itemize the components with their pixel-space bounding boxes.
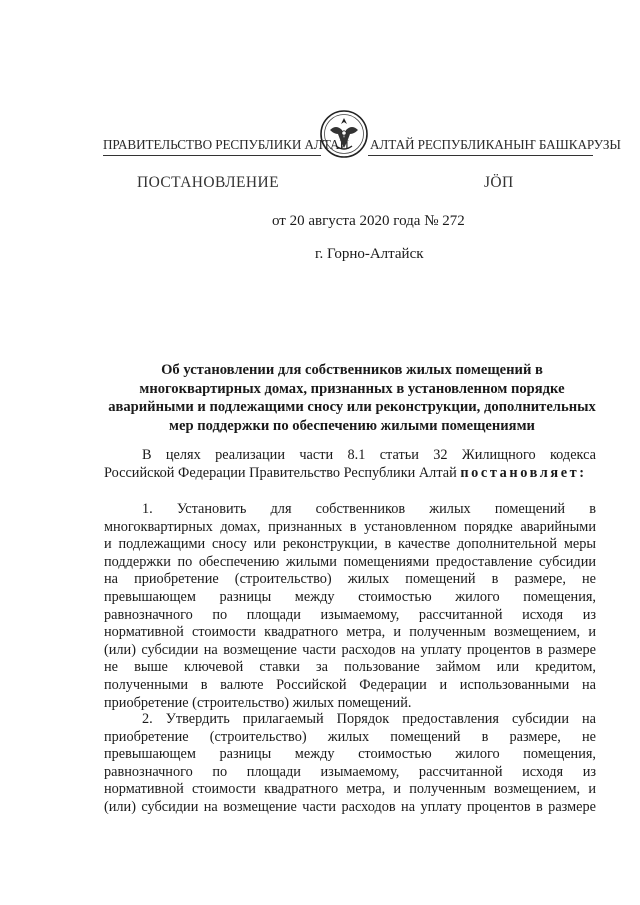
- preamble-line-text: В целях реализации части 8.1 статьи 32 Жилищного кодекса: [142, 447, 596, 463]
- paragraph-line: (или) субсидии на возмещение части расходов на уплату процентов в размере: [104, 798, 596, 815]
- header-rule-right: [368, 155, 593, 156]
- document-city: г. Горно-Алтайск: [315, 246, 424, 262]
- paragraph-line: не выше ключевой ставки за пользование займом или кредитом,: [104, 659, 596, 676]
- paragraph-line: приобретение (строительство) жилых помещений.: [104, 694, 412, 711]
- paragraph-line: нормативной стоимости квадратного метра, и полученным возмещением, и: [104, 624, 596, 641]
- paragraph-line: равнозначного по площади изымаемому, рассчитанной исходя из: [104, 606, 596, 623]
- paragraph-line: и подлежащими сносу или реконструкции, в качестве дополнительной меры: [104, 536, 596, 553]
- paragraph-line: приобретение (строительство) жилых помещений в размере, не: [104, 728, 596, 745]
- title-line: аварийными и подлежащими сносу или реконструкции, дополнительных: [108, 399, 596, 415]
- paragraph-line: многоквартирных домах, признанных в установленном порядке аварийными: [104, 518, 596, 535]
- paragraph-line: полученными в валюте Российской Федерации и использованными на: [104, 676, 596, 693]
- government-name-russian: ПРАВИТЕЛЬСТВО РЕСПУБЛИКИ АЛТАЙ: [103, 137, 349, 152]
- paragraph-line: превышающем разницы между стоимостью жилого помещения,: [104, 746, 596, 763]
- paragraph-line: нормативной стоимости квадратного метра, и полученным возмещением, и: [104, 781, 596, 798]
- paragraph-line: превышающем разницы между стоимостью жилого помещения,: [104, 588, 596, 605]
- document-type-altai: ЈÖП: [484, 174, 514, 191]
- preamble-text: Российской Федерации Правительство Республики Алтай: [104, 464, 461, 481]
- title-line: мер поддержки по обеспечению жилыми помещениями: [169, 417, 535, 434]
- paragraph-line: 1. Установить для собственников жилых помещений в: [142, 501, 596, 517]
- document-title: [104, 361, 600, 435]
- title-line: Об установлении для собственников жилых помещений в: [161, 362, 543, 378]
- preamble-line-1: [104, 447, 596, 465]
- preamble-paragraph: [104, 447, 596, 482]
- coat-of-arms-emblem-icon: [318, 108, 370, 160]
- paragraph-2: [104, 711, 596, 817]
- paragraph-line: на приобретение (строительство) жилых помещений в размере, не: [104, 571, 596, 588]
- document-type-russian: ПОСТАНОВЛЕНИЕ: [137, 174, 279, 191]
- header-rule-left: [103, 155, 321, 156]
- paragraph-1: [104, 501, 596, 712]
- preamble-line-2: [104, 465, 596, 483]
- paragraph-line: поддержки по обеспечению жилыми помещениями предоставление субсидии: [104, 553, 596, 570]
- paragraph-line: 2. Утвердить прилагаемый Порядок предоставления субсидии на: [142, 711, 596, 727]
- decree-word: постановляет:: [460, 464, 587, 481]
- paragraph-line: равнозначного по площади изымаемому, рассчитанной исходя из: [104, 763, 596, 780]
- title-line: многоквартирных домах, признанных в установленном порядке: [139, 380, 565, 397]
- paragraph-line: (или) субсидии на возмещение части расходов на уплату процентов в размере: [104, 641, 596, 658]
- document-date-number: от 20 августа 2020 года № 272: [272, 213, 465, 229]
- government-name-altai: АЛТАЙ РЕСПУБЛИКАНЫҤ БАШКАРУЗЫ: [370, 137, 621, 152]
